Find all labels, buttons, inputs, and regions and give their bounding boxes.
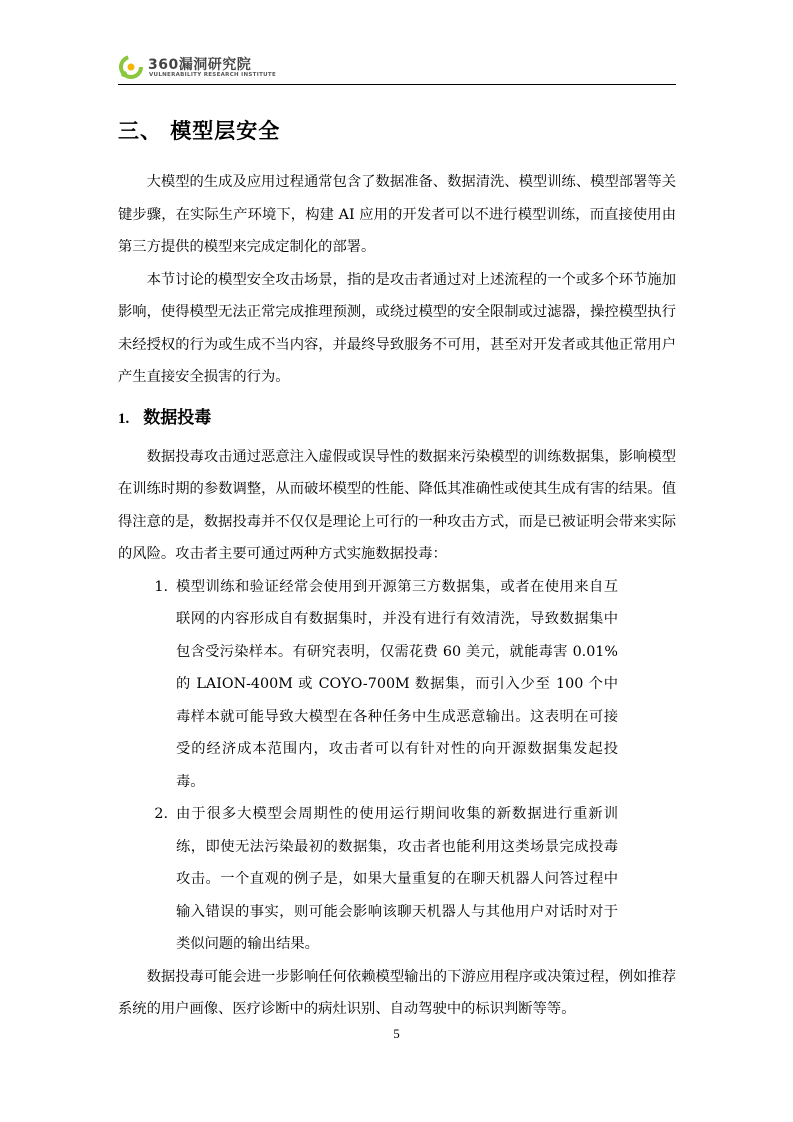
numbered-list: [118, 571, 676, 961]
header-divider: [118, 84, 676, 85]
logo-icon: [118, 54, 144, 80]
page-content: [118, 108, 676, 1026]
list-item-text: 模型训练和验证经常会使用到开源第三方数据集，或者在使用来自互联网的内容形成自有数据集时，并没有进行有效清洗，导致数据集中包含受污染样本。有研究表明，仅需花费 60 美元，就能毒害 0.01%的 LAION-400M 或 COYO-700M 数据集，而引入少至 100 个中毒样本就可能导致大模型在各种任务中生成恶意输出。这表明在可接受的经济成本范围内，攻击者可以有针对性的向开源数据集发起投毒。: [176, 578, 618, 790]
subsection-intro: 数据投毒攻击通过恶意注入虚假或误导性的数据来污染模型的训练数据集，影响模型在训练时期的参数调整，从而破坏模型的性能、降低其准确性或使其生成有害的结果。值得注意的是，数据投毒并不仅仅是理论上可行的一种攻击方式，而是已被证明会带来实际的风险。攻击者主要可通过两种方式实施数据投毒：: [118, 448, 676, 562]
list-item-number: 2.: [154, 806, 168, 822]
section-title: 三、 模型层安全: [118, 119, 281, 143]
logo-subtext: VULNERABILITY RESEARCH INSTITUTE: [149, 72, 277, 78]
page-number: 5: [393, 1026, 400, 1041]
logo-text: 360漏洞研究院: [148, 57, 252, 73]
closing-paragraph: 数据投毒可能会进一步影响任何依赖模型输出的下游应用程序或决策过程，例如推荐系统的用户画像、医疗诊断中的病灶识别、自动驾驶中的标识判断等等。: [118, 968, 676, 1017]
list-item: [118, 571, 676, 799]
subsection-title: 数据投毒: [143, 407, 212, 428]
intro-paragraph-2: 本节讨论的模型安全攻击场景，指的是攻击者通过对上述流程的一个或多个环节施加影响，使得模型无法正常完成推理预测，或绕过模型的安全限制或过滤器，操控模型执行未经授权的行为或生成不当内容，并最终导致服务不可用，甚至对开发者或其他正常用户产生直接安全损害的行为。: [118, 271, 676, 385]
subsection-heading: [118, 396, 676, 441]
page-header: [118, 50, 678, 86]
subsection-number: 1.: [118, 410, 130, 427]
list-item-number: 1.: [154, 578, 168, 595]
intro-paragraph-1: 大模型的生成及应用过程通常包含了数据准备、数据清洗、模型训练、模型部署等关键步骤，在实际生产环境下，构建 AI 应用的开发者可以不进行模型训练，而直接使用由第三方提供的模型来完成定制化的部署。: [118, 174, 676, 255]
list-item-text: 由于很多大模型会周期性的使用运行期间收集的新数据进行重新训练，即使无法污染最初的数据集，攻击者也能利用这类场景完成投毒攻击。一个直观的例子是，如果大量重复的在聊天机器人问答过程中输入错误的事实，则可能会影响该聊天机器人与其他用户对话时对于类似问题的输出结果。: [176, 806, 618, 952]
list-item: [118, 798, 676, 961]
